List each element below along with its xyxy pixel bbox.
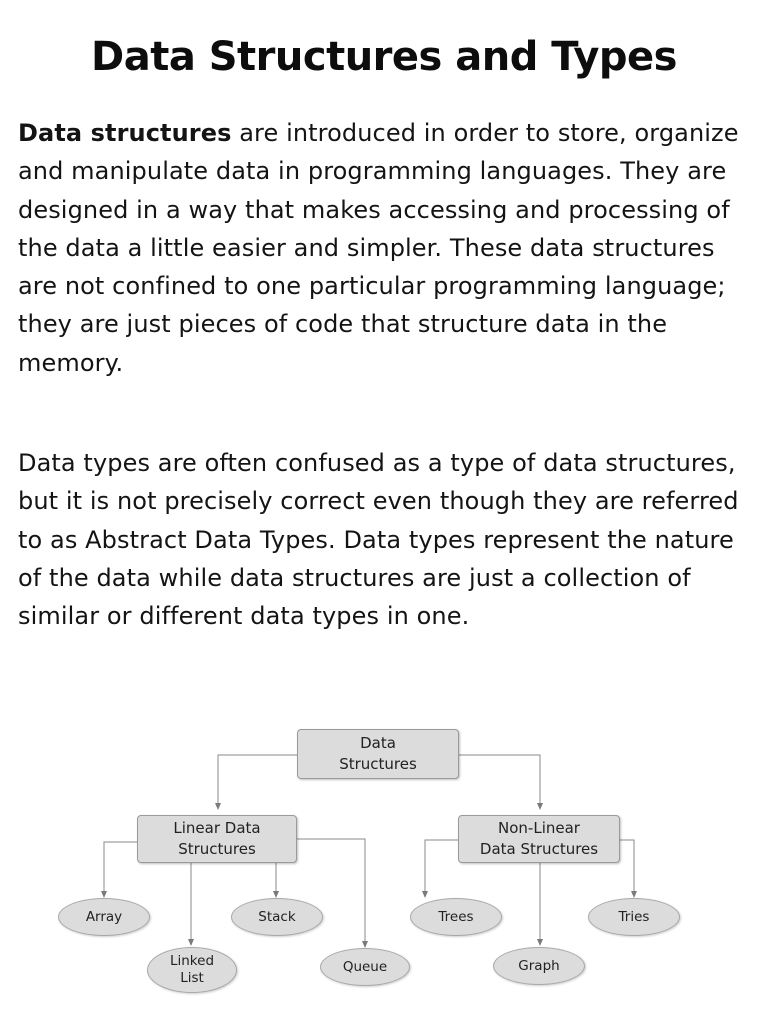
connector-nonlinear-tries [620,840,634,895]
connector-linear-array [104,842,138,895]
node-array-label: Array [85,908,123,925]
node-linked-list-line2: List [180,970,204,986]
node-tries-label: Tries [618,908,650,925]
connector-root-linear [218,755,298,807]
node-linear-line1: Linear Data [173,819,261,837]
node-nonlinear-data-structures [458,815,620,863]
node-data-structures-line1: Data [360,734,396,752]
node-trees [410,898,502,936]
paragraph-data-types: Data types are often confused as a type of data structures, but it is not precisely correct even though they are referred to as Abstract Data Types. Data types represent the nature of the data while data structures are just a collection of similar or different data types in one. [18,449,739,631]
node-stack-label: Stack [258,908,296,925]
node-tries [588,898,680,936]
node-nonlinear-line1: Non-Linear [498,819,580,837]
paragraph-data-structures [18,114,753,382]
node-graph-label: Graph [518,957,560,974]
node-data-structures-line2: Structures [339,755,417,773]
node-stack [231,898,323,936]
data-structures-diagram [0,715,768,1015]
page-title: Data Structures and Types [91,34,677,80]
node-linked-list-line1: Linked [169,953,215,969]
connector-nonlinear-trees [425,840,458,895]
node-queue-label: Queue [342,958,388,975]
bold-term-data-structures: Data structures [18,119,232,147]
node-array [58,898,150,936]
node-linked-list [147,947,237,993]
node-trees-label: Trees [438,908,474,925]
node-linear-line2: Structures [178,840,256,858]
node-nonlinear-line2: Data Structures [479,840,599,858]
connector-root-nonlinear [458,755,540,807]
node-data-structures [297,729,459,779]
node-graph [493,947,585,985]
node-queue [320,948,410,986]
paragraph-data-structures-text: are introduced in order to store, organize and manipulate data in programming languages. They are designed in a way that makes accessing and processing of the data a little easier and simpler. These data structures are not confined to one particular programming language; they are just pieces of code that structure data in the memory. [18,119,739,377]
node-linear-data-structures [137,815,297,863]
